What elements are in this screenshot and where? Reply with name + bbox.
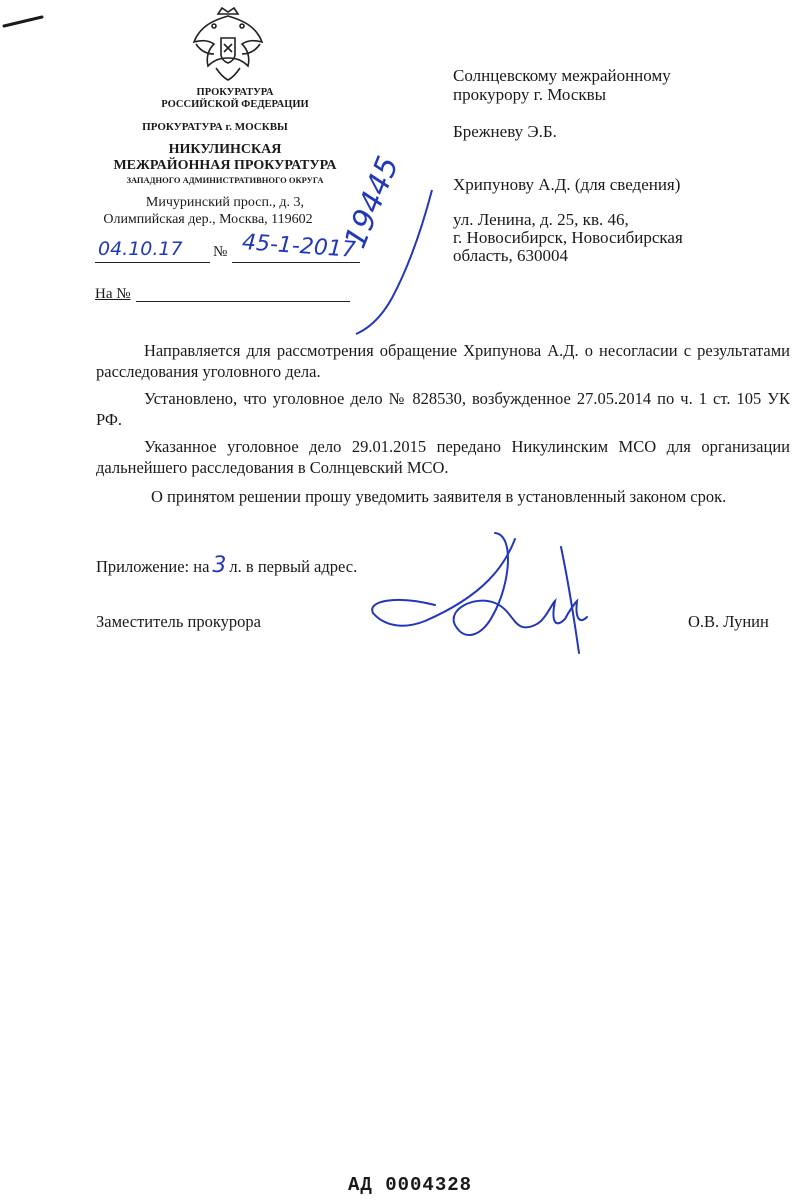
- recipient1-line1: Солнцевскому межрайонному: [453, 66, 671, 85]
- date-underline: [95, 262, 210, 263]
- recipient1-name: Брежневу Э.Б.: [453, 122, 557, 141]
- reply-underline: [136, 301, 350, 302]
- sender-org-city: ПРОКУРАТУРА г. МОСКВЫ: [142, 121, 288, 133]
- signer-position: Заместитель прокурора: [96, 612, 261, 631]
- sender-org-name1: НИКУЛИНСКАЯ: [168, 142, 282, 157]
- recipient2-address1: ул. Ленина, д. 25, кв. 46,: [453, 210, 629, 229]
- body-paragraph-1: Направляется для рассмотрения обращение Хрипунова А.Д. о несогласии с результатами расследования уголовного дела.: [96, 341, 790, 381]
- recipient2-name: Хрипунову А.Д. (для сведения): [453, 175, 681, 194]
- attachment-line: [96, 553, 357, 578]
- coat-of-arms-emblem-icon: [188, 4, 268, 84]
- sender-org-line1: ПРОКУРАТУРА: [196, 87, 274, 98]
- handwritten-signature: [365, 525, 605, 660]
- sender-org-line2: РОССИЙСКОЙ ФЕДЕРАЦИИ: [161, 99, 309, 110]
- handwritten-number: 45-1-2017: [241, 230, 357, 263]
- attachment-suffix: л. в первый адрес.: [229, 557, 358, 576]
- sender-org-name2: МЕЖРАЙОННАЯ ПРОКУРАТУРА: [113, 158, 337, 173]
- body-paragraph-3: Указанное уголовное дело 29.01.2015 передано Никулинским МСО для организации дальнейшего расследования в Солнцевский МСО.: [96, 437, 790, 477]
- body-paragraph-2: Установлено, что уголовное дело № 828530, возбужденное 27.05.2014 по ч. 1 ст. 105 УК РФ.: [96, 389, 790, 429]
- handwritten-flourish: [352, 188, 442, 338]
- handwritten-stamp-number: 19445: [338, 151, 407, 254]
- number-label: №: [213, 244, 228, 260]
- attachment-count: 3: [212, 553, 227, 578]
- recipient2-address2: г. Новосибирск, Новосибирская: [453, 228, 683, 247]
- signer-name: О.В. Лунин: [688, 612, 769, 631]
- recipient1-line2: прокурору г. Москвы: [453, 85, 607, 104]
- sender-org-district: ЗАПАДНОГО АДМИНИСТРАТИВНОГО ОКРУГА: [126, 175, 324, 185]
- sender-address2: Олимпийская дер., Москва, 119602: [103, 212, 313, 227]
- body-paragraph-4: О принятом решении прошу уведомить заявителя в установленный законом срок.: [151, 487, 727, 506]
- sender-address1: Мичуринский просп., д. 3,: [145, 195, 305, 210]
- pen-stroke-mark: [2, 14, 46, 30]
- reply-label: На №: [95, 286, 131, 302]
- recipient2-address3: область, 630004: [453, 246, 568, 265]
- handwritten-date: 04.10.17: [98, 238, 183, 260]
- serial-number: АД 0004328: [348, 1174, 473, 1196]
- attachment-prefix: Приложение: на: [96, 557, 210, 576]
- number-underline: [232, 262, 360, 263]
